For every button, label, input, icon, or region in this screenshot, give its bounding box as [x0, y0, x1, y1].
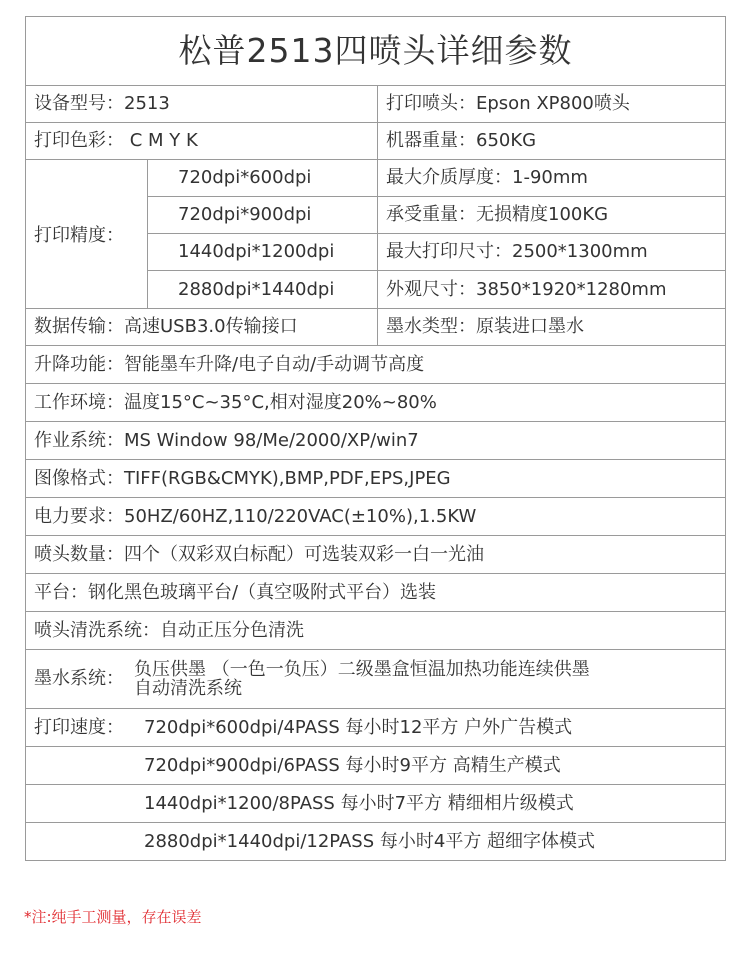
ink-system-text	[134, 650, 726, 708]
print-color-cell: 打印色彩： C M Y K	[26, 123, 378, 159]
precision-label: 打印精度：	[26, 160, 148, 308]
head-clean-cell: 喷头清洗系统：自动正压分色清洗	[26, 612, 726, 649]
speed-row	[26, 785, 726, 823]
precision-value: 720dpi*900dpi	[148, 197, 378, 234]
image-format-cell: 图像格式：TIFF(RGB&CMYK),BMP,PDF,EPS,JPEG	[26, 460, 726, 497]
power-cell: 电力要求：50HZ/60HZ,110/220VAC(±10%),1.5KW	[26, 498, 726, 535]
speed-value: 720dpi*900dpi/6PASS 每小时9平方 高精生产模式	[26, 747, 726, 784]
speed-value: 1440dpi*1200/8PASS 每小时7平方 精细相片级模式	[26, 785, 726, 822]
table-row	[26, 422, 726, 460]
page-title: 松普2513四喷头详细参数	[26, 17, 726, 85]
speed-label: 打印速度：	[34, 716, 124, 738]
table-row	[26, 498, 726, 536]
spec-table	[25, 16, 726, 861]
table-row	[26, 346, 726, 384]
table-row	[26, 384, 726, 422]
table-row	[26, 612, 726, 650]
precision-values	[148, 160, 378, 308]
environment-cell: 工作环境：温度15°C~35°C,相对湿度20%~80%	[26, 384, 726, 421]
load-weight-cell: 承受重量：无损精度100KG	[378, 197, 726, 234]
model-cell: 设备型号：2513	[26, 86, 378, 122]
speed-value: 2880dpi*1440dpi/12PASS 每小时4平方 超细字体模式	[26, 823, 726, 860]
table-row	[26, 123, 726, 160]
data-transfer-cell: 数据传输：高速USB3.0传输接口	[26, 309, 378, 345]
table-row	[26, 309, 726, 346]
os-cell: 作业系统：MS Window 98/Me/2000/XP/win7	[26, 422, 726, 459]
table-row	[26, 86, 726, 123]
ink-system-row	[26, 650, 726, 709]
table-row	[26, 536, 726, 574]
speed-row	[26, 709, 726, 747]
table-row	[26, 460, 726, 498]
platform-cell: 平台：钢化黑色玻璃平台/（真空吸附式平台）选装	[26, 574, 726, 611]
dimension-cell: 外观尺寸：3850*1920*1280mm	[378, 271, 726, 308]
lift-cell: 升降功能：智能墨车升降/电子自动/手动调节高度	[26, 346, 726, 383]
max-thickness-cell: 最大介质厚度：1-90mm	[378, 160, 726, 197]
precision-group	[26, 160, 726, 309]
max-print-size-cell: 最大打印尺寸：2500*1300mm	[378, 234, 726, 271]
precision-value: 2880dpi*1440dpi	[148, 271, 378, 308]
ink-system-line: 自动清洗系统	[134, 678, 242, 699]
precision-value: 1440dpi*1200dpi	[148, 234, 378, 271]
ink-system-line: 负压供墨 （一色一负压）二级墨盒恒温加热功能连续供墨	[134, 659, 590, 680]
precision-value: 720dpi*600dpi	[148, 160, 378, 197]
footnote: *注:纯手工测量，存在误差	[24, 908, 202, 926]
ink-system-label: 墨水系统：	[34, 668, 124, 689]
ink-type-cell: 墨水类型：原装进口墨水	[378, 309, 726, 345]
table-row	[26, 574, 726, 612]
machine-weight-cell: 机器重量：650KG	[378, 123, 726, 159]
speed-row	[26, 823, 726, 861]
speed-value: 720dpi*600dpi/4PASS 每小时12平方 户外广告模式	[144, 716, 573, 738]
precision-right	[378, 160, 726, 308]
heads-count-cell: 喷头数量：四个（双彩双白标配）可选装双彩一白一光油	[26, 536, 726, 573]
print-head-cell: 打印喷头：Epson XP800喷头	[378, 86, 726, 122]
speed-cell	[26, 709, 726, 746]
speed-row	[26, 747, 726, 785]
title-row	[26, 17, 726, 86]
